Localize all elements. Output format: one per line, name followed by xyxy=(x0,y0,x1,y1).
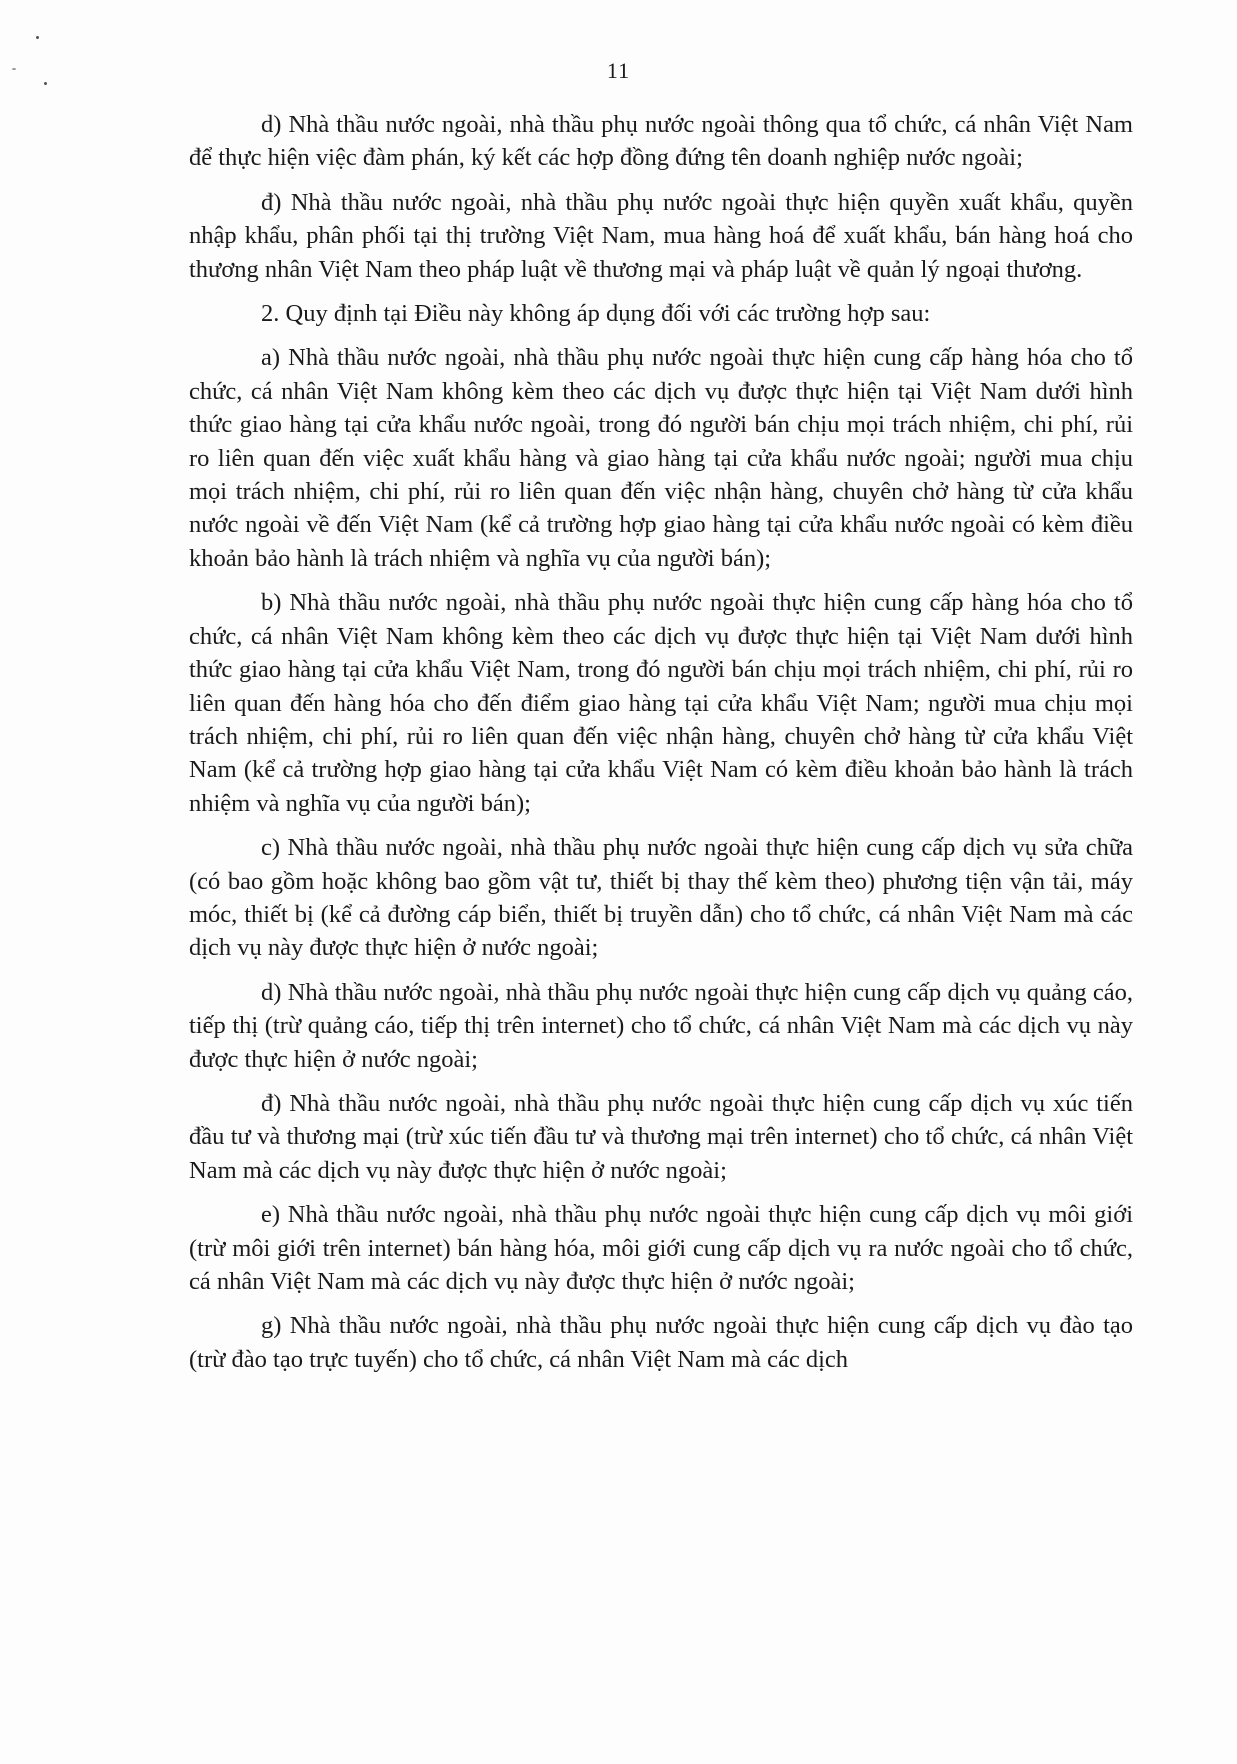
document-body xyxy=(189,108,1133,1387)
scan-speck xyxy=(36,36,39,39)
page-number: 11 xyxy=(606,58,631,83)
paragraph-section-2-exclusions: 2. Quy định tại Điều này không áp dụng đối với các trường hợp sau: xyxy=(261,300,931,328)
paragraph-exclusion-e: e) Nhà thầu nước ngoài, nhà thầu phụ nước ngoài thực hiện cung cấp dịch vụ môi giới (trừ môi giới trên internet) bán hàng hóa, môi giới cung cấp dịch vụ ra nước ngoài cho tổ chức, cá nhân Việt Nam mà các dịch vụ này được thực hiện ở nước ngoài; xyxy=(189,1201,1133,1295)
paragraph-exclusion-c: c) Nhà thầu nước ngoài, nhà thầu phụ nước ngoài thực hiện cung cấp dịch vụ sửa chữa (có bao gồm hoặc không bao gồm vật tư, thiết bị thay thế kèm theo) phương tiện vận tải, máy móc, thiết bị (kể cả đường cáp biển, thiết bị truyền dẫn) cho tổ chức, cá nhân Việt Nam mà các dịch vụ này được thực hiện ở nước ngoài; xyxy=(189,834,1133,962)
paragraph-exclusion-d: d) Nhà thầu nước ngoài, nhà thầu phụ nước ngoài thực hiện cung cấp dịch vụ quảng cáo, tiếp thị (trừ quảng cáo, tiếp thị trên internet) cho tổ chức, cá nhân Việt Nam mà các dịch vụ này được thực hiện ở nước ngoài; xyxy=(189,978,1133,1073)
paragraph-clause-dd-export-import: đ) Nhà thầu nước ngoài, nhà thầu phụ nước ngoài thực hiện quyền xuất khẩu, quyền nhập khẩu, phân phối tại thị trường Việt Nam, mua hàng hoá để xuất khẩu, bán hàng hoá cho thương nhân Việt Nam theo pháp luật về thương mại và pháp luật về quản lý ngoại thương. xyxy=(189,188,1133,283)
paragraph-exclusion-b: b) Nhà thầu nước ngoài, nhà thầu phụ nước ngoài thực hiện cung cấp hàng hóa cho tổ chức, cá nhân Việt Nam không kèm theo các dịch vụ được thực hiện tại Việt Nam dưới hình thức giao hàng tại cửa khẩu Việt Nam, trong đó người bán chịu mọi trách nhiệm, chi phí, rủi ro liên quan đến hàng hóa cho đến điểm giao hàng tại cửa khẩu Việt Nam; người mua chịu mọi trách nhiệm, chi phí, rủi ro liên quan đến việc nhận hàng, chuyên chở hàng từ cửa khẩu Việt Nam (kể cả trường hợp giao hàng tại cửa khẩu Việt Nam có kèm điều khoản bảo hành là trách nhiệm và nghĩa vụ của người bán); xyxy=(189,589,1133,817)
paragraph-exclusion-g: g) Nhà thầu nước ngoài, nhà thầu phụ nước ngoài thực hiện cung cấp dịch vụ đào tạo (trừ đào tạo trực tuyến) cho tổ chức, cá nhân Việt Nam mà các dịch xyxy=(189,1312,1133,1373)
paragraph-clause-d-intermediary: d) Nhà thầu nước ngoài, nhà thầu phụ nước ngoài thông qua tổ chức, cá nhân Việt Nam để thực hiện việc đàm phán, ký kết các hợp đồng đứng tên doanh nghiệp nước ngoài; xyxy=(189,111,1133,172)
paragraph-exclusion-a: a) Nhà thầu nước ngoài, nhà thầu phụ nước ngoài thực hiện cung cấp hàng hóa cho tổ chức, cá nhân Việt Nam không kèm theo các dịch vụ được thực hiện tại Việt Nam dưới hình thức giao hàng tại cửa khẩu nước ngoài, trong đó người bán chịu mọi trách nhiệm, chi phí, rủi ro liên quan đến việc xuất khẩu hàng và giao hàng tại cửa khẩu nước ngoài; người mua chịu mọi trách nhiệm, chi phí, rủi ro liên quan đến việc nhận hàng, chuyên chở hàng từ cửa khẩu nước ngoài về đến Việt Nam (kể cả trường hợp giao hàng tại cửa khẩu nước ngoài có kèm điều khoản bảo hành là trách nhiệm và nghĩa vụ của người bán); xyxy=(189,344,1133,572)
paragraph-exclusion-dd: đ) Nhà thầu nước ngoài, nhà thầu phụ nước ngoài thực hiện cung cấp dịch vụ xúc tiến đầu tư và thương mại (trừ xúc tiến đầu tư và thương mại trên internet) cho tổ chức, cá nhân Việt Nam mà các dịch vụ này được thực hiện ở nước ngoài; xyxy=(189,1089,1133,1184)
